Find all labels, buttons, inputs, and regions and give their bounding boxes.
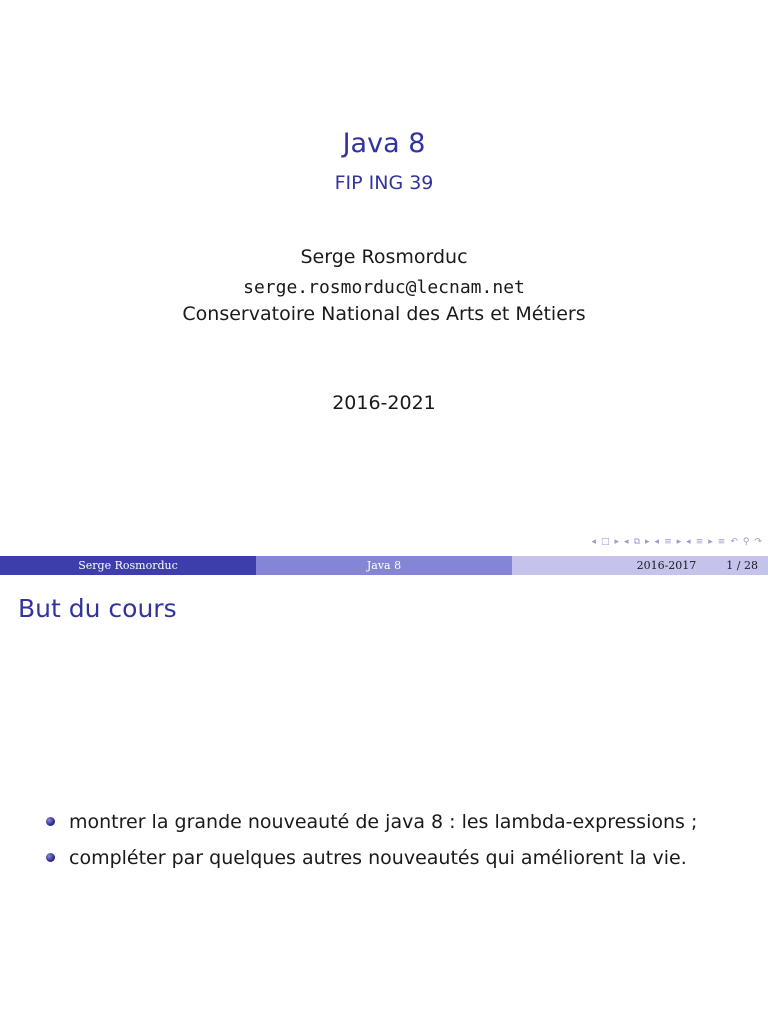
bullet-list xyxy=(46,804,746,876)
author-institution: Conservatoire National des Arts et Métiers xyxy=(182,303,586,325)
nav-forward-icon[interactable]: ↷ xyxy=(754,537,762,547)
nav-subsection-icon[interactable]: ⧉ xyxy=(633,537,641,547)
frame-title: But du cours xyxy=(18,594,177,623)
author-name: Serge Rosmorduc xyxy=(300,246,468,268)
bullet-icon xyxy=(46,817,55,826)
list-item xyxy=(46,840,746,876)
author-email: serge.rosmorduc@lecnam.net xyxy=(243,277,525,298)
nav-prev-part-icon[interactable]: ◂ xyxy=(686,537,691,547)
bullet-icon xyxy=(46,853,55,862)
presentation-title: Java 8 xyxy=(342,128,426,159)
beamer-navigation xyxy=(591,536,762,548)
nav-next-part-icon[interactable]: ▸ xyxy=(708,537,713,547)
nav-document-icon[interactable]: ≡ xyxy=(717,537,726,547)
list-item xyxy=(46,804,746,840)
nav-part-icon[interactable]: ≡ xyxy=(695,537,704,547)
nav-next-section-icon[interactable]: ▸ xyxy=(676,537,682,547)
nav-prev-subsection-icon[interactable]: ◂ xyxy=(624,537,629,547)
nav-prev-frame-icon[interactable]: ◂ xyxy=(591,537,596,547)
footline-right xyxy=(512,556,768,575)
presentation-date: 2016-2021 xyxy=(332,392,436,414)
footline xyxy=(0,556,768,575)
bullet-text: compléter par quelques autres nouveautés qui améliorent la vie. xyxy=(69,847,687,869)
nav-back-icon[interactable]: ↶ xyxy=(730,537,738,547)
presentation-subtitle: FIP ING 39 xyxy=(334,172,434,194)
footline-title: Java 8 xyxy=(256,556,512,575)
nav-search-icon[interactable]: ⚲ xyxy=(742,537,750,547)
nav-next-subsection-icon[interactable]: ▸ xyxy=(645,537,650,547)
nav-prev-section-icon[interactable]: ◂ xyxy=(654,537,660,547)
footline-date: 2016-2017 xyxy=(636,559,697,572)
nav-frame-icon[interactable]: □ xyxy=(601,537,610,547)
content-slide xyxy=(0,576,768,1024)
nav-section-icon[interactable]: ≡ xyxy=(664,537,672,547)
bullet-text: montrer la grande nouveauté de java 8 : les lambda-expressions ; xyxy=(69,811,698,833)
nav-next-frame-icon[interactable]: ▸ xyxy=(614,537,620,547)
footline-page-number: 1 / 28 xyxy=(726,559,758,572)
footline-author: Serge Rosmorduc xyxy=(0,556,256,575)
